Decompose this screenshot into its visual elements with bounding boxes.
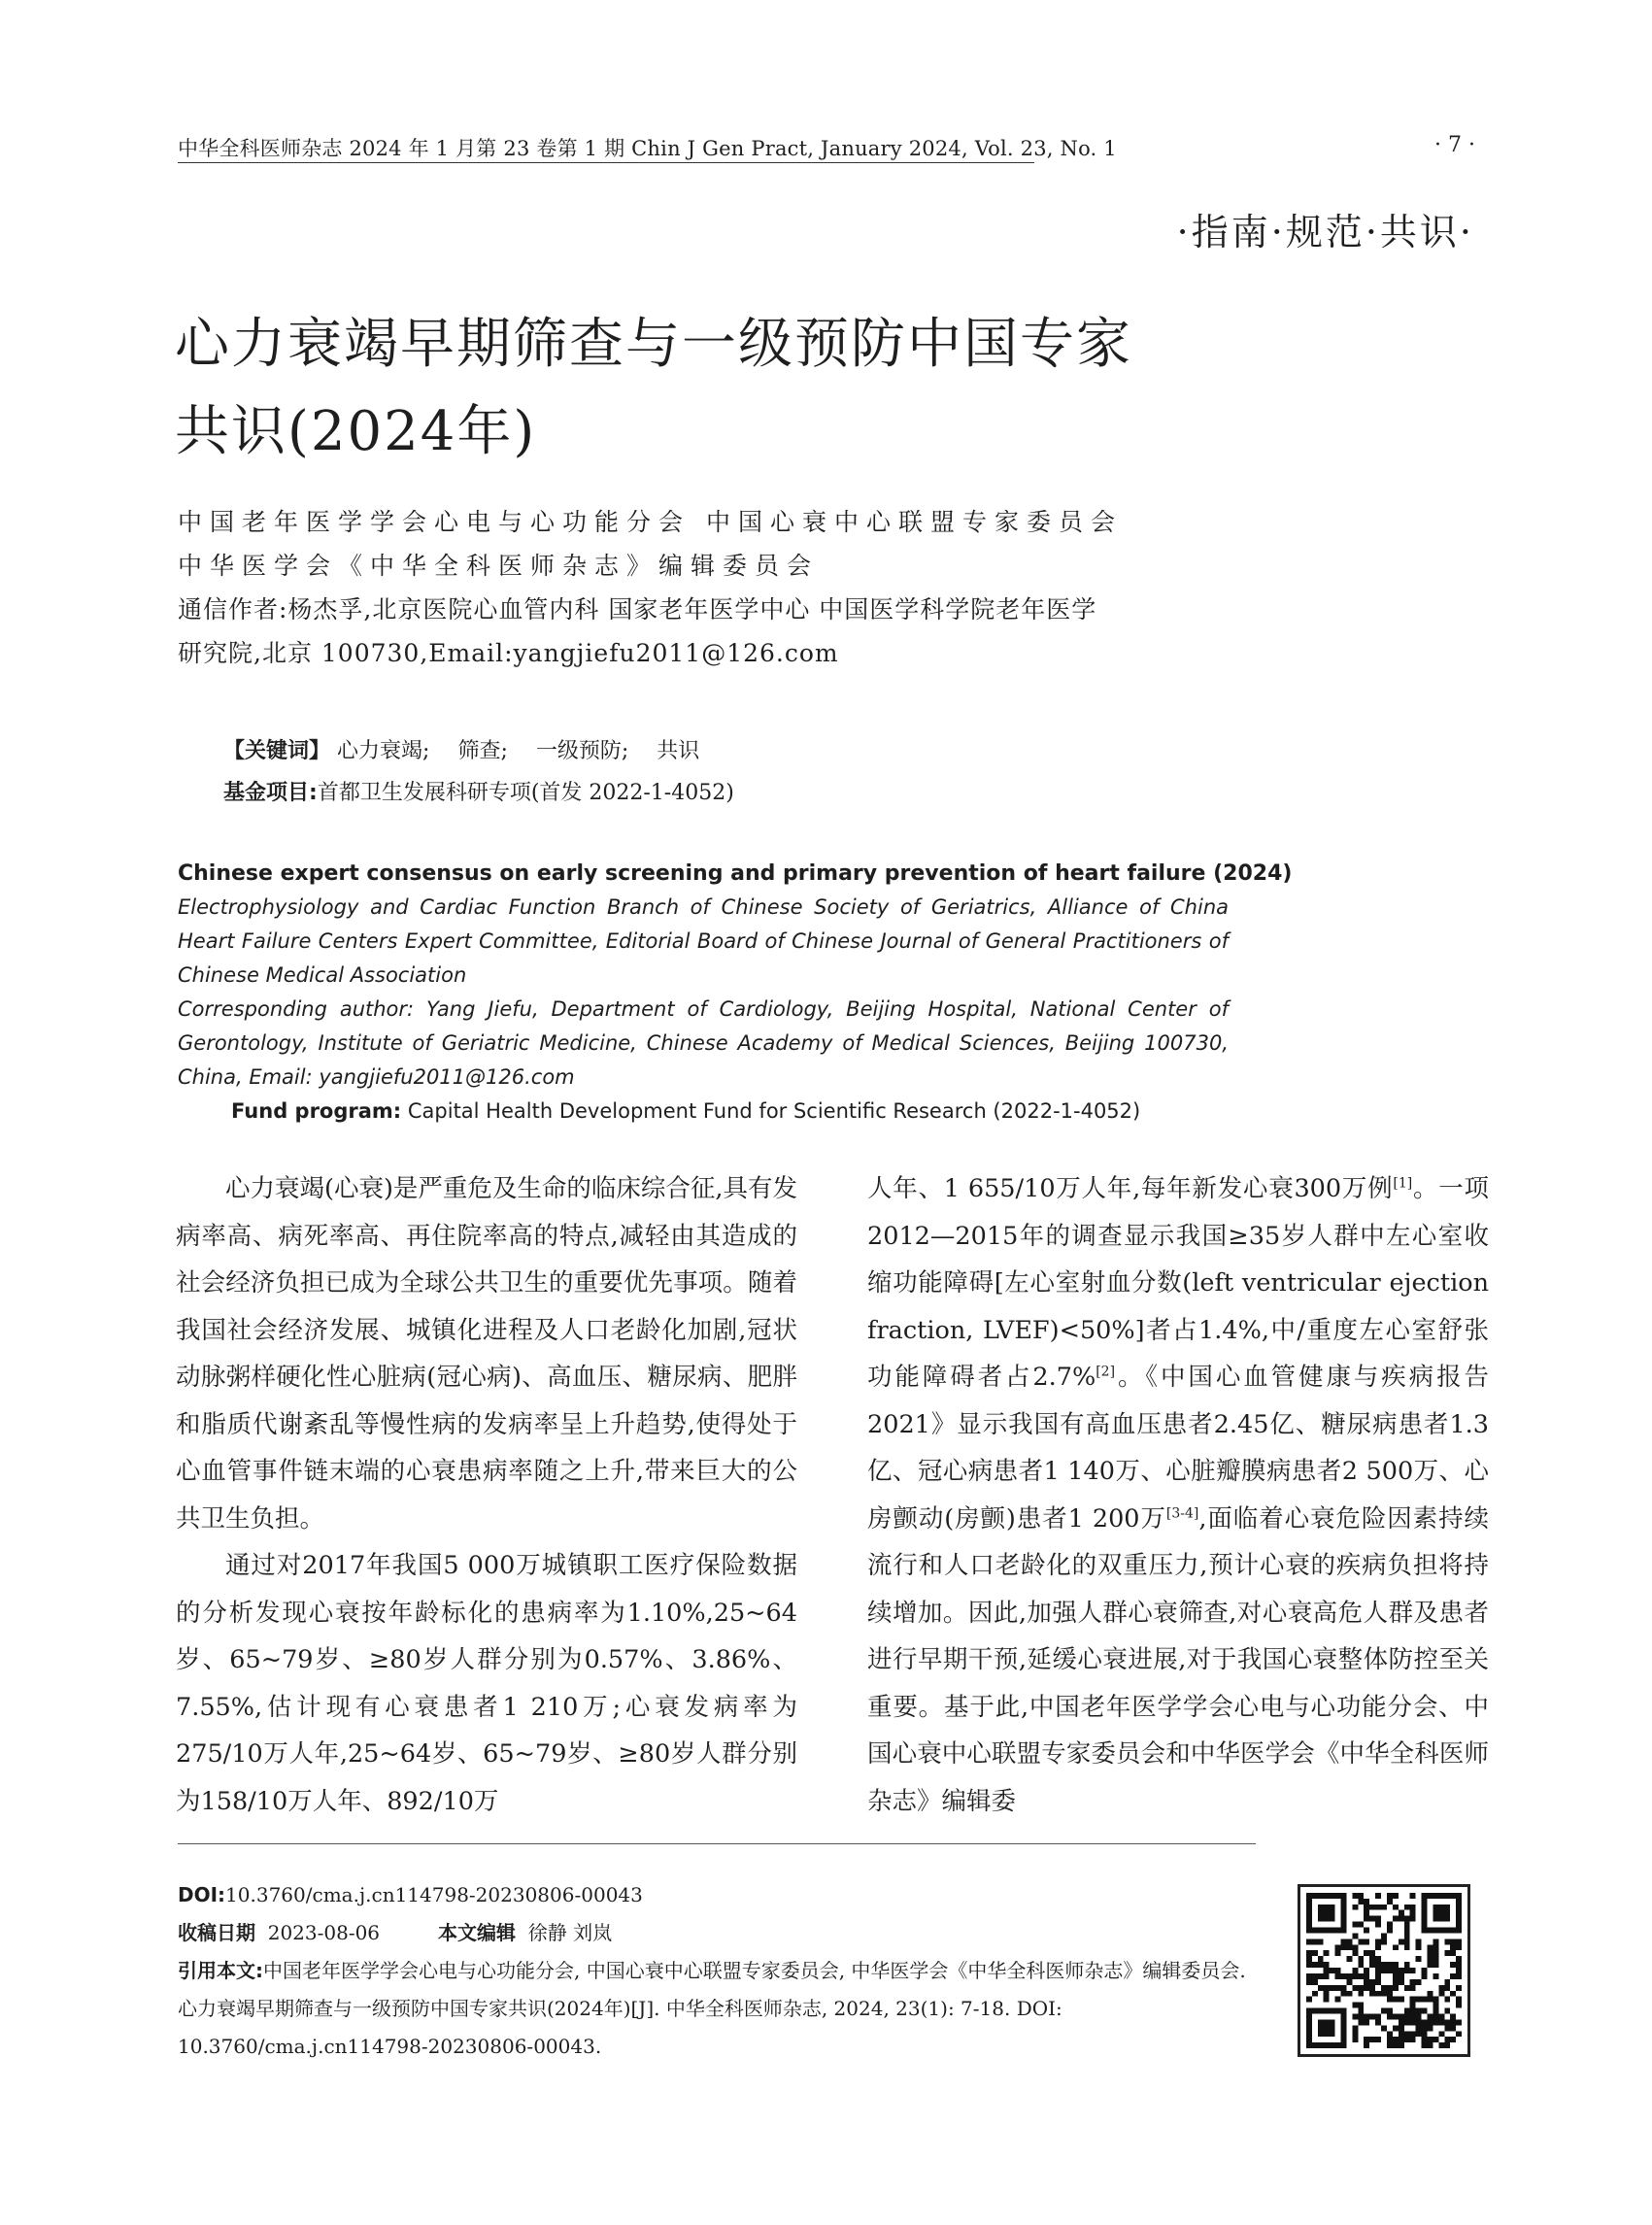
fund-label: 基金项目: [223,781,318,805]
received-label: 收稿日期 [178,1921,255,1944]
received-date: 2023-08-06 [267,1921,381,1944]
body-paragraph-2: 通过对2017年我国5 000万城镇职工医疗保险数据的分析发现心衰按年龄标化的患病率为1.10%,25~64岁、65~79岁、≥80岁人群分别为0.57%、3.86%、7.55%,估计现有心衰患者1 210万;心衰发病率为275/10万人年,25~64岁、65~79岁、≥80岁人群分别为158/10万人年、892/10万 [176,1551,797,1816]
editor-names: 徐静 刘岚 [527,1921,613,1944]
body-text-segment: 。一项2012—2015年的调查显示我国≥35岁人群中左心室收缩功能障碍[左心室射血分数(left ventricular ejection fraction, LVEF)<50%]者占1.4%,中/重度左心室舒张功能障碍者占2.7% [867,1174,1489,1392]
keywords-line [223,730,734,772]
english-title: Chinese expert consensus on early screening and primary prevention of heart failure (2024) [178,861,1293,886]
english-corresponding-author: Corresponding author: Yang Jiefu, Department of Cardiology, Beijing Hospital, National Center of Gerontology, Institute of Geriatric Medicine, Chinese Academy of Medical Sciences, Beijing 100730, China, Email: yangjiefu2011@126.com [178,997,1229,1089]
english-abstract-header [178,857,1293,1129]
qr-code-icon[interactable] [1298,1884,1470,2057]
keyword-item: 共识 [657,739,700,763]
author-orgs-line-1: 中国老年医学学会心电与心功能分会 中国心衰中心联盟专家委员会 [178,508,1123,536]
header-rule [178,162,1034,163]
english-authors: Electrophysiology and Cardiac Function Branch of Chinese Society of Geriatrics, Alliance of China Heart Failure Centers Expert Committee, Editorial Board of Chinese Journal of General Practitioners of Chinese Medical Association [178,895,1229,987]
reference-link[interactable]: [2] [1096,1364,1116,1380]
citation-line [178,1952,1256,2066]
body-text-segment: 人年、1 655/10万人年,每年新发心衰300万例 [867,1174,1394,1203]
keywords-label: 【关键词】 [223,739,331,763]
fund-line [223,772,734,814]
body-text-segment: 。《中国心血管健康与疾病报告2021》显示我国有高血压患者2.45亿、糖尿病患者1.3亿、冠心病患者1 140万、心脏瓣膜病患者2 500万、心房颤动(房颤)患者1 200万 [867,1363,1489,1534]
english-fund-label: Fund program: [231,1099,402,1123]
article-title-line-2: 共识(2024年) [175,400,537,463]
received-line [178,1914,1256,1952]
body-paragraph-2-continued [867,1165,1489,1825]
editor-label: 本文编辑 [438,1921,517,1944]
keyword-item: 一级预防; [535,739,629,763]
article-title-line-1: 心力衰竭早期筛查与一级预防中国专家 [175,313,1132,376]
keyword-item: 筛查; [457,739,508,763]
reference-link[interactable]: [3-4] [1165,1505,1199,1521]
qr-code-graphic [1300,1887,1467,2054]
citation-text: 中国老年医学学会心电与心功能分会, 中国心衰中心联盟专家委员会, 中华医学会《中华全科医师杂志》编辑委员会. 心力衰竭早期筛查与一级预防中国专家共识(2024年)[J]. 中华全科医师杂志, 2024, 23(1): 7-18. DOI: 10.3760/cma.j.cn114798-20230806-00043. [178,1959,1246,2058]
running-header [178,133,1475,162]
footnote-block [178,1876,1256,2066]
body-column-right [867,1165,1489,1825]
body-column-left [176,1165,797,1825]
section-tag: ·指南·规范·共识· [1176,211,1474,253]
english-fund-line [178,1095,1229,1129]
doi-label: DOI: [178,1883,226,1906]
citation-label: 引用本文: [178,1959,263,1982]
page-number: · 7 · [1434,133,1475,157]
doi-link[interactable]: 10.3760/cma.j.cn114798-20230806-00043 [225,1883,643,1906]
fund-text: 首都卫生发展科研专项(首发 2022-1-4052) [317,781,734,805]
corresponding-author-line-1: 通信作者:杨杰孚,北京医院心血管内科 国家老年医学中心 中国医学科学院老年医学 [178,595,1097,624]
keyword-item: 心力衰竭; [337,739,430,763]
article-title [175,301,1132,476]
body-text-segment: ,面临着心衰危险因素持续流行和人口老龄化的双重压力,预计心衰的疾病负担将持续增加。因此,加强人群心衰筛查,对心衰高危人群及患者进行早期干预,延缓心衰进展,对于我国心衰整体防控至关重要。基于此,中国老年医学学会心电与心功能分会、中国心衰中心联盟专家委员会和中华医学会《中华全科医师杂志》编辑委 [867,1503,1490,1816]
reference-link[interactable]: [1] [1393,1175,1413,1192]
corresponding-author-line-2: 研究院,北京 100730,Email:yangjiefu2011@126.com [178,639,839,667]
footnote-rule [178,1843,1256,1844]
author-orgs-line-2: 中华医学会《中华全科医师杂志》编辑委员会 [178,552,820,580]
journal-citation-header: 中华全科医师杂志 2024 年 1 月第 23 卷第 1 期 Chin J Gen Pract, January 2024, Vol. 23, No. 1 [178,137,1117,160]
english-fund-text: Capital Health Development Fund for Scientific Research (2022-1-4052) [401,1099,1141,1123]
body-paragraph-1: 心力衰竭(心衰)是严重危及生命的临床综合征,具有发病率高、病死率高、再住院率高的特点,减轻由其造成的社会经济负担已成为全球公共卫生的重要优先事项。随着我国社会经济发展、城镇化进程及人口老龄化加剧,冠状动脉粥样硬化性心脏病(冠心病)、高血压、糖尿病、肥胖和脂质代谢紊乱等慢性病的发病率呈上升趋势,使得处于心血管事件链末端的心衰患病率随之上升,带来巨大的公共卫生负担。 [176,1174,798,1534]
author-block [178,500,1123,675]
doi-line [178,1876,1256,1914]
keywords-block [223,730,734,814]
